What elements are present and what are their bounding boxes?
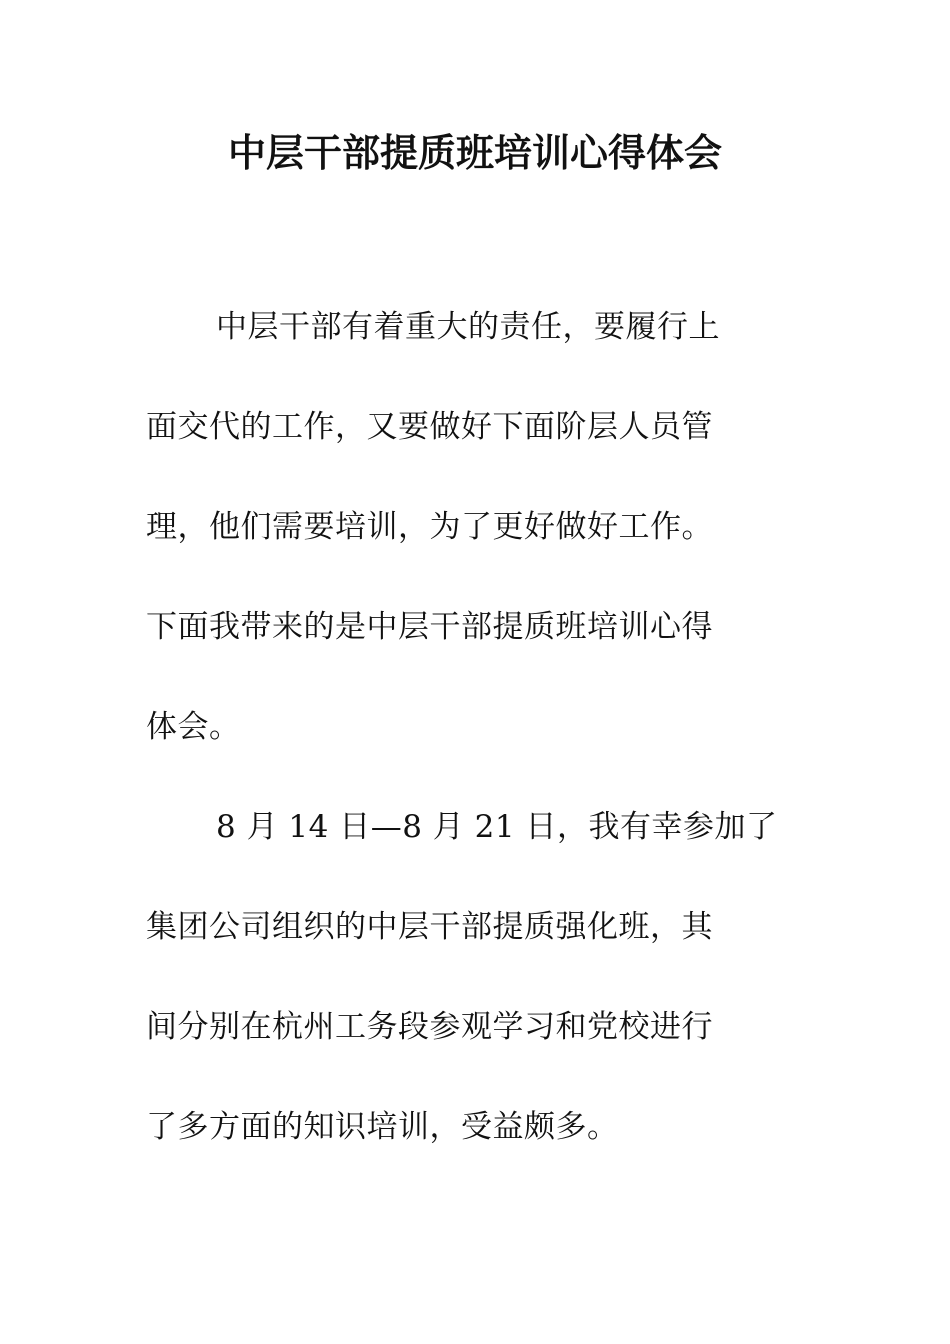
paragraph-2 bbox=[146, 777, 806, 1177]
paragraph-line: 面交代的工作，又要做好下面阶层人员管 bbox=[146, 409, 713, 445]
paragraph-line: 集团公司组织的中层干部提质强化班，其 bbox=[146, 909, 713, 945]
paragraph-line: 了多方面的知识培训，受益颇多。 bbox=[146, 1109, 619, 1145]
document-title: 中层干部提质班培训心得体会 bbox=[227, 130, 722, 175]
paragraph-line: 体会。 bbox=[146, 709, 241, 745]
paragraph-line: 中层干部有着重大的责任，要履行上 bbox=[216, 309, 720, 345]
paragraph-line: 间分别在杭州工务段参观学习和党校进行 bbox=[146, 1009, 713, 1045]
paragraph-1 bbox=[146, 277, 806, 777]
paragraph-line: 理，他们需要培训，为了更好做好工作。 bbox=[146, 509, 713, 545]
paragraph-line: 8 月 14 日—8 月 21 日，我有幸参加了 bbox=[216, 809, 778, 845]
paragraph-line: 下面我带来的是中层干部提质班培训心得 bbox=[146, 609, 713, 645]
